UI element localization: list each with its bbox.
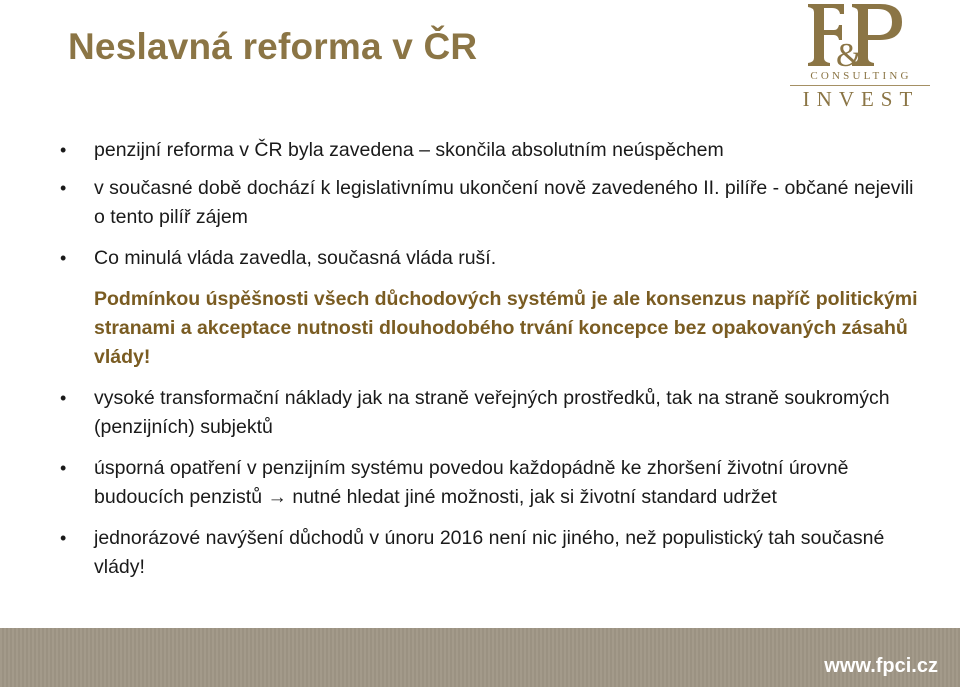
svg-text:&: & xyxy=(836,37,863,72)
emphasis-paragraph: Podmínkou úspěšnosti všech důchodových systémů je ale konsenzus napříč politickými stranami a akceptace nutnosti dlouhodobého trvání koncepce bez opakovaných zásahů vlády! xyxy=(94,288,918,368)
bullet-item: • jednorázové navýšení důchodů v únoru 2016 není nic jiného, než populistický tah současné vlády! xyxy=(60,524,920,582)
logo-divider xyxy=(790,85,930,86)
bullet-list xyxy=(60,136,920,582)
bullet-item: • úsporná opatření v penzijním systému povedou každopádně ke zhoršení životní úrovně budoucích penzistů → nutné hledat jiné možnosti, jak si životní standard udržet xyxy=(60,454,920,512)
bullet-item: • vysoké transformační náklady jak na straně veřejných prostředků, tak na straně soukromých (penzijních) subjektů xyxy=(60,384,920,442)
company-logo xyxy=(784,0,934,115)
logo-invest-text: INVEST xyxy=(802,87,920,111)
slide-title: Neslavná reforma v ČR xyxy=(68,26,478,67)
bullet-item: • penzijní reforma v ČR byla zavedena – skončila absolutním neúspěchem xyxy=(60,136,920,165)
logo-consulting-text: CONSULTING xyxy=(810,70,912,82)
bullet-item: • v současné době dochází k legislativnímu ukončení nově zavedeného II. pilíře - občané nejevili o tento pilíř zájem xyxy=(60,174,920,232)
fp-monogram-icon xyxy=(806,0,906,72)
footer-website-link[interactable]: www.fpci.cz xyxy=(824,655,938,677)
bullet-item: • Co minulá vláda zavedla, současná vláda ruší. xyxy=(60,244,920,273)
footer-band xyxy=(0,628,960,687)
